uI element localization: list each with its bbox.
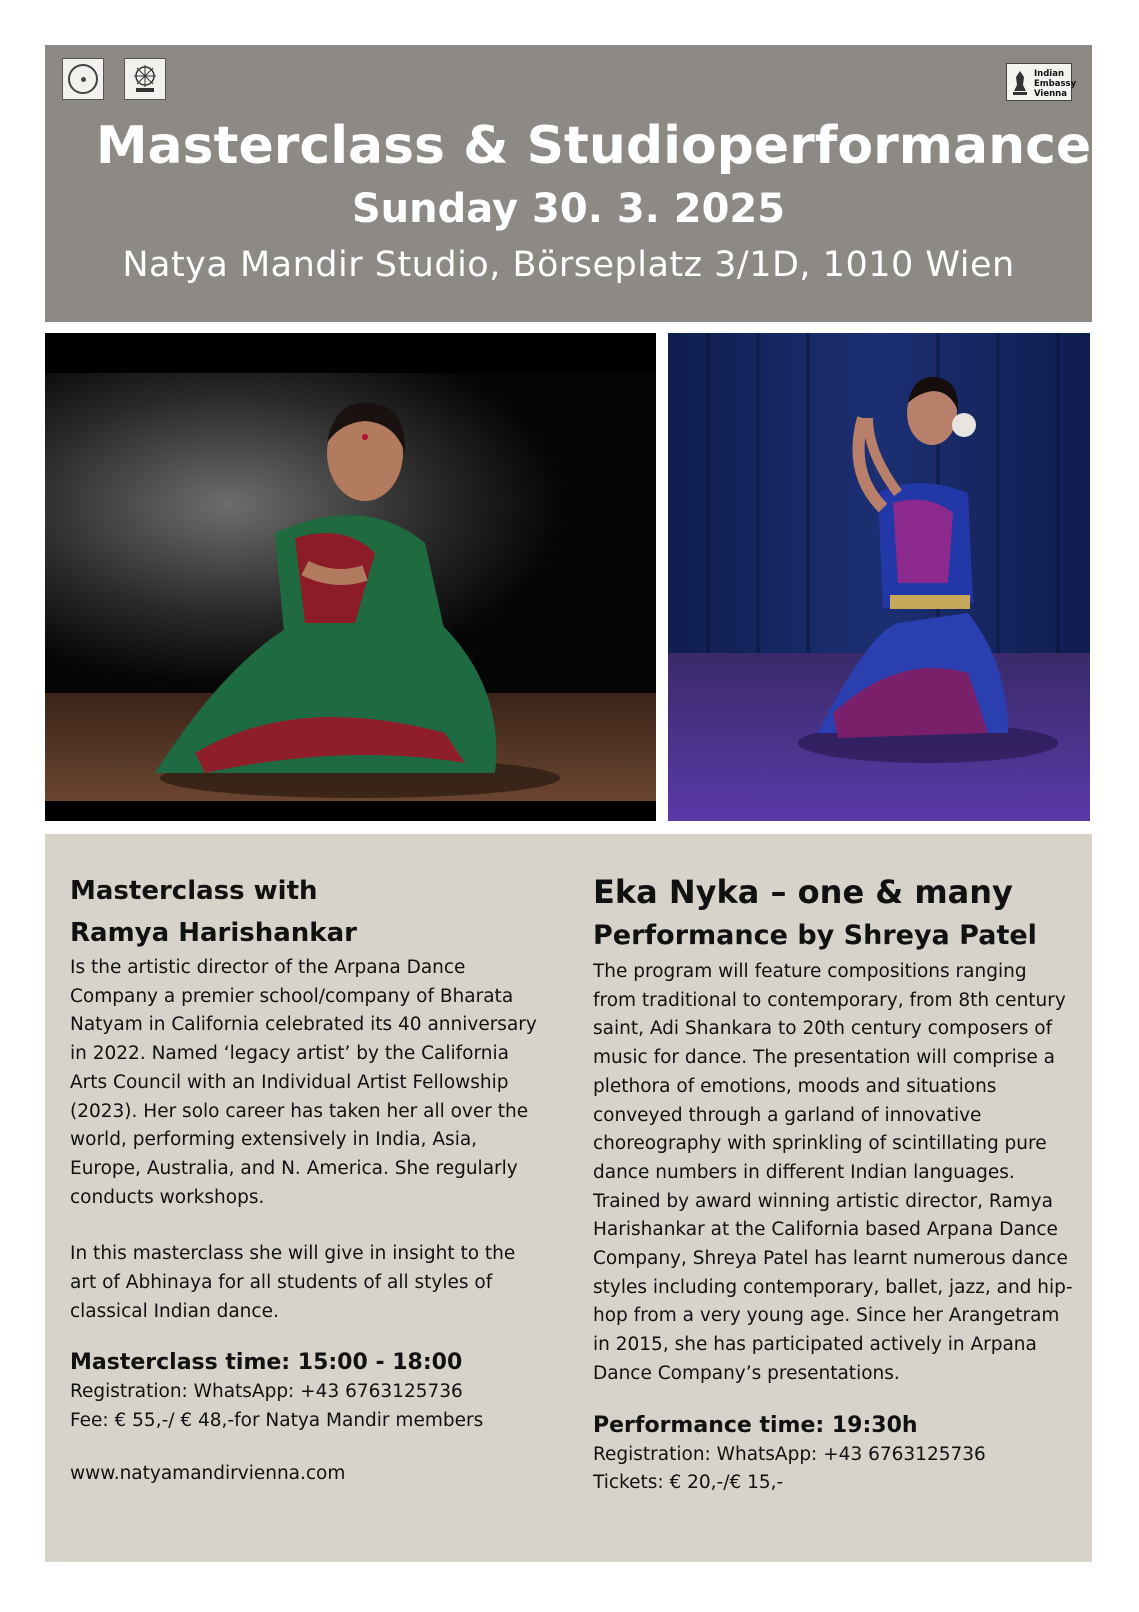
header-banner — [45, 45, 1092, 322]
embassy-logo — [1006, 63, 1077, 101]
event-venue: Natya Mandir Studio, Börseplatz 3/1D, 1010 Wien — [122, 245, 1015, 285]
page-title: Masterclass & Studioperformance — [95, 116, 1092, 176]
website-link[interactable]: www.natyamandirvienna.com — [70, 1463, 346, 1485]
masterclass-time: Masterclass time: 15:00 - 18:00 — [70, 1350, 463, 1376]
embassy-logo-text: Indian Embassy Vienna — [1034, 69, 1077, 99]
performance-heading-line1: Eka Nyka – one & many — [593, 873, 1013, 911]
performance-time: Performance time: 19:30h — [593, 1412, 918, 1438]
performance-heading-line2: Performance by Shreya Patel — [593, 920, 1037, 951]
masterclass-heading-line1: Masterclass with — [70, 876, 318, 906]
masterclass-registration: Registration: WhatsApp: +43 6763125736 — [70, 1381, 463, 1403]
photo-ramya-harishankar — [45, 333, 656, 821]
masterclass-fee: Fee: € 55,-/ € 48,-for Natya Mandir members — [70, 1409, 484, 1431]
performance-registration: Registration: WhatsApp: +43 6763125736 — [593, 1443, 986, 1465]
masterclass-column — [70, 870, 540, 1484]
circle-logo-icon — [62, 58, 104, 100]
performance-description: The program will feature compositions ranging from traditional to contemporary, from 8th century saint, Adi Shankara to 20th century composers of music for dance. The presentation will comprise a plethora of emotions, moods and situations conveyed through a garland of innovative choreography with sprinkling of scintillating pure dance numbers in different Indian languages. Trained by award winning artistic director, Ramya Harishankar at the California based Arpana Dance Company, Shreya Patel has learnt numerous dance styles including contemporary, ballet, jazz, and hip-hop from a very young age. Since her Arangetram in 2015, she has participated actively in Arpana Dance Company’s presentations. — [593, 961, 1073, 1384]
embassy-logo-icon — [1010, 69, 1030, 97]
info-panel — [45, 834, 1092, 1562]
photo-shreya-patel — [668, 333, 1090, 821]
masterclass-description: Is the artistic director of the Arpana Dance Company a premier school/company of Bharata Natyam in California celebrated its 40 anniversary in 2022. Named ‘legacy artist’ by the California Arts Council with an Individual Artist Fellowship (2023). Her solo career has taken her all over the world, performing extensively in India, Asia, Europe, Australia, and N. America. She regularly conducts workshops. — [70, 957, 537, 1208]
emblem-logo-icon — [124, 58, 166, 100]
masterclass-heading-line2: Ramya Harishankar — [70, 918, 357, 948]
performance-column — [593, 870, 1073, 1498]
performance-tickets: Tickets: € 20,-/€ 15,- — [593, 1472, 784, 1494]
event-date: Sunday 30. 3. 2025 — [351, 186, 786, 232]
masterclass-details: In this masterclass she will give in insight to the art of Abhinaya for all students of all styles of classical Indian dance. — [70, 1243, 516, 1322]
